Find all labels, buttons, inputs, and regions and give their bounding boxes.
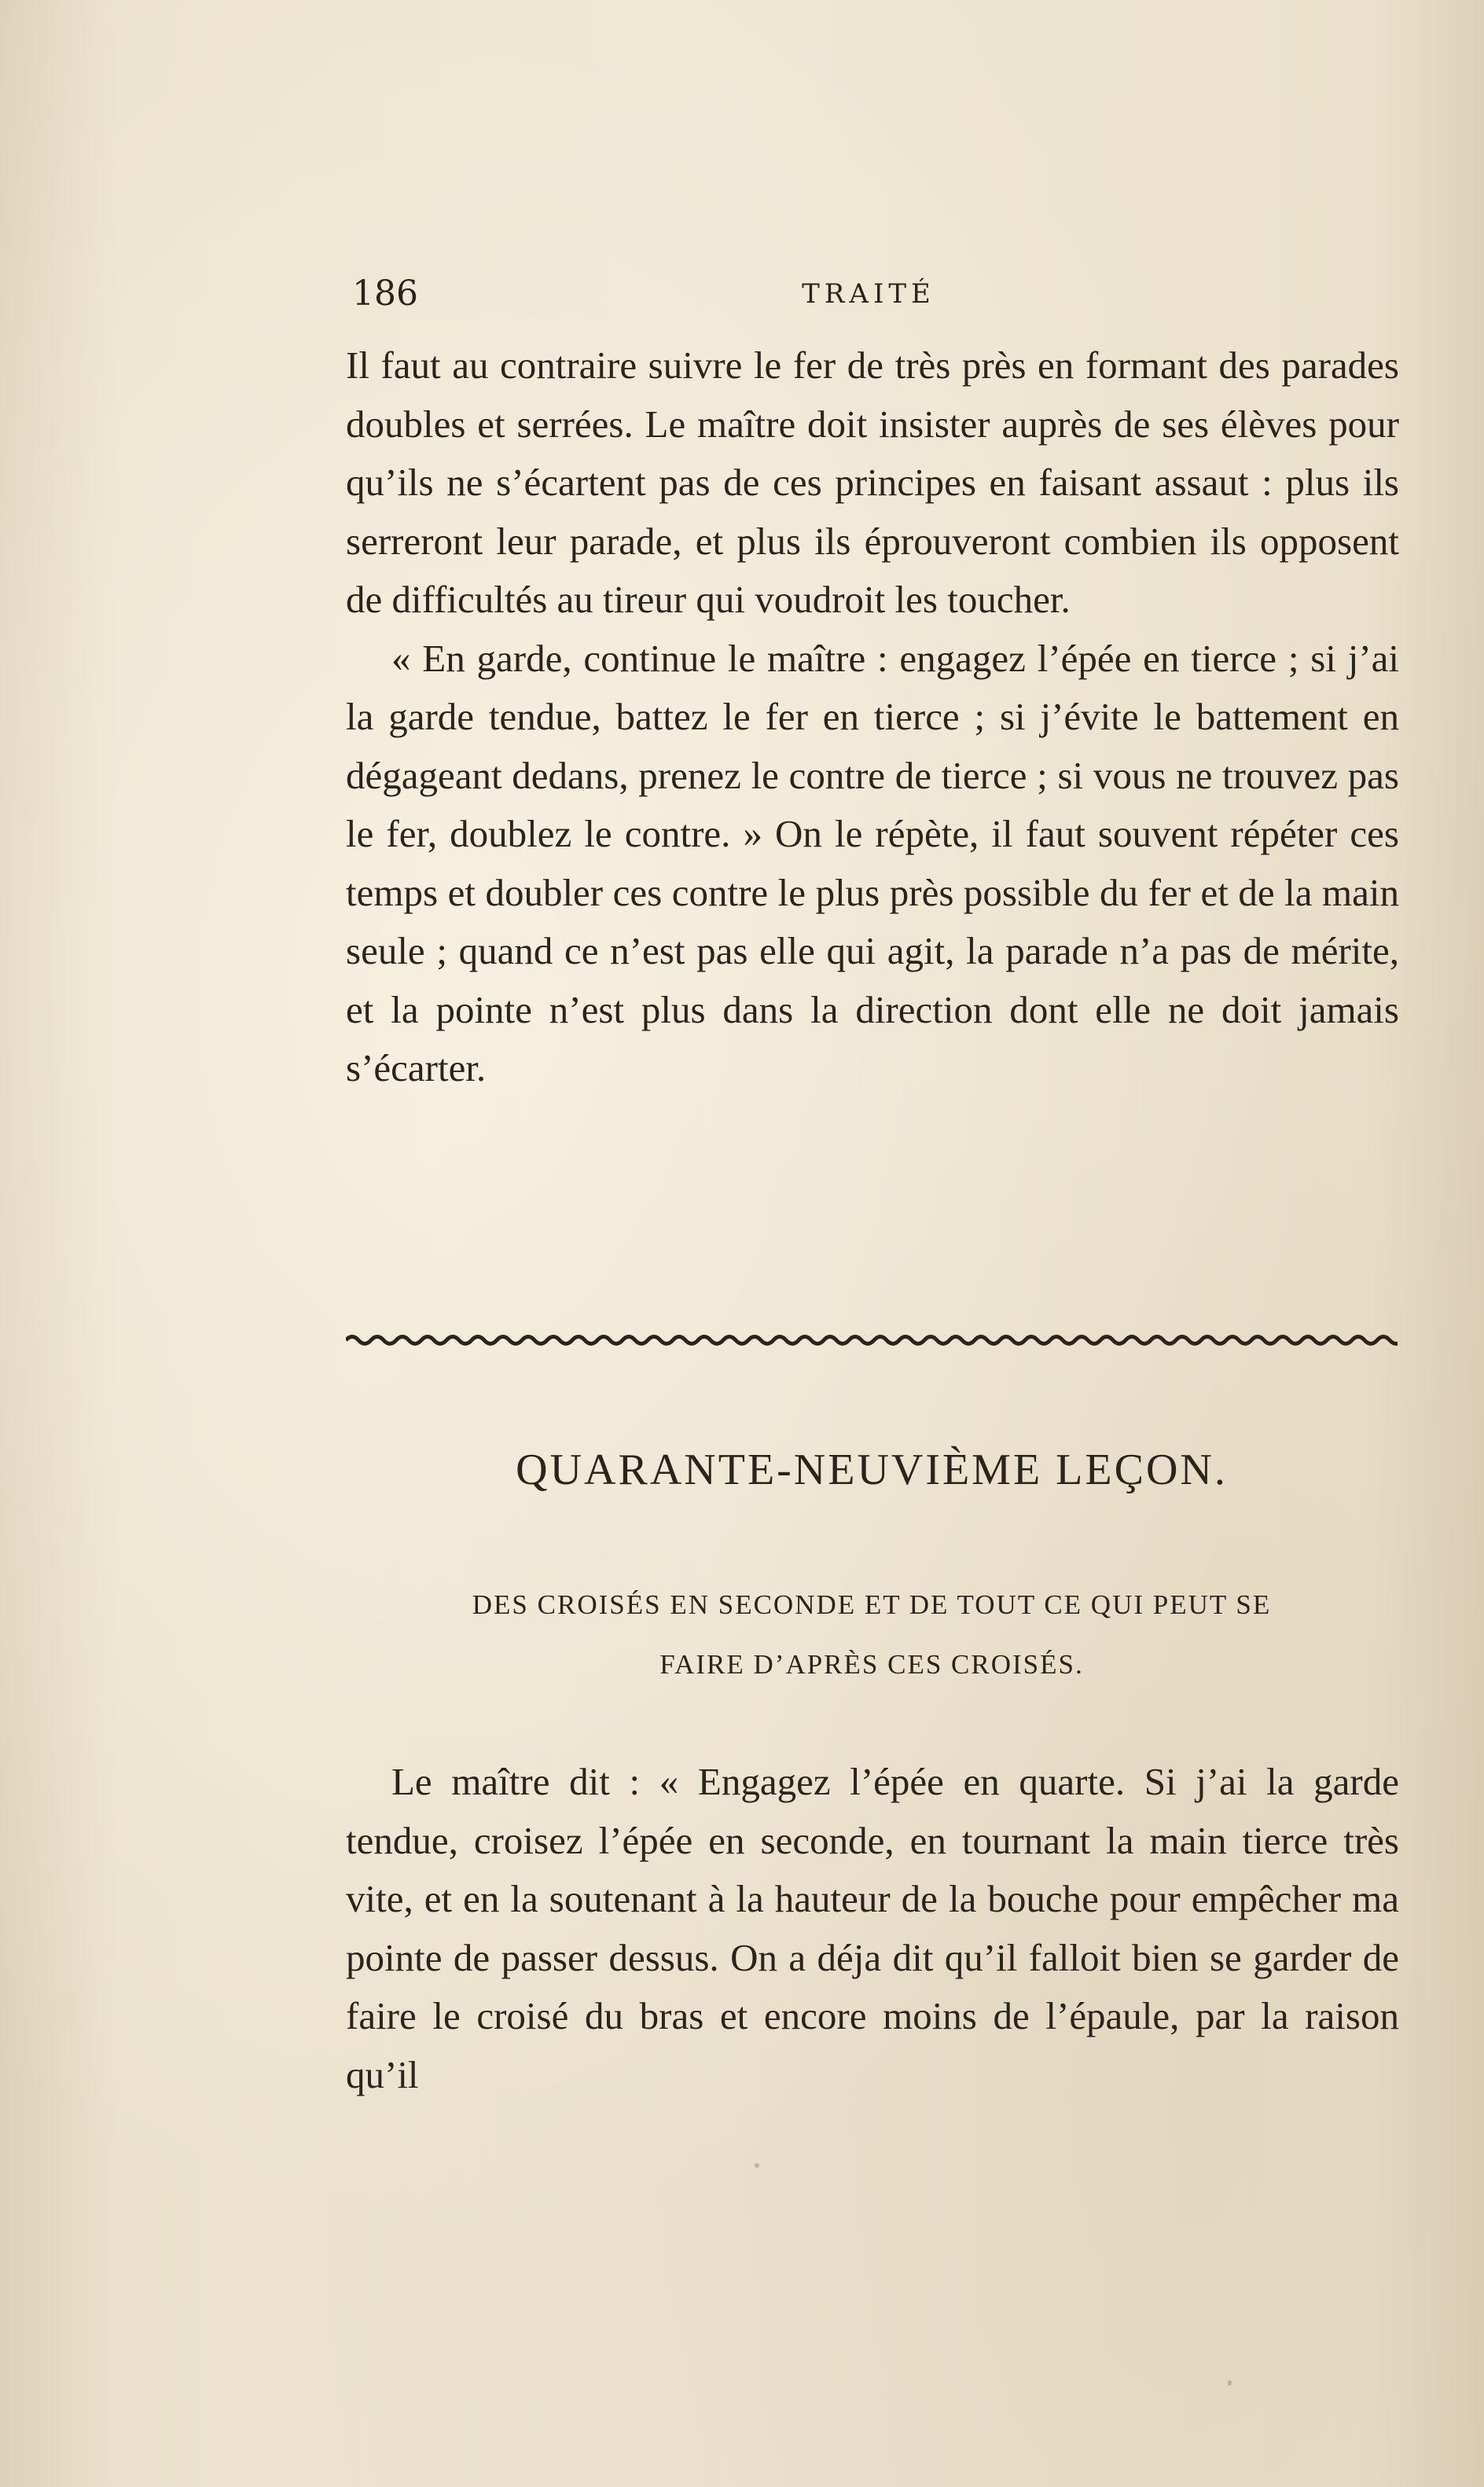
paragraph: Le maître dit : « Engagez l’épée en quarte. Si j’ai la garde tendue, croisez l’épée en seconde, en tournant la main tierce très vite, et en la soutenant à la hauteur de la bouche pour empêcher ma pointe de passer dessus. On a déja dit qu’il falloit bien se garder de faire le croisé du bras et encore moins de l’épaule, par la raison qu’il	[346, 1760, 1399, 2096]
paper-spot	[1228, 2380, 1232, 2386]
lesson-subtitle-line: FAIRE D’APRÈS CES CROISÉS.	[659, 1649, 1084, 1680]
page-number: 186	[352, 274, 418, 314]
lesson-title: QUARANTE-NEUVIÈME LEÇON.	[516, 1446, 1228, 1494]
paragraph: Il faut au contraire suivre le fer de très près en formant des parades doubles et serrées. Le maître doit insister auprès de ses élèves pour qu’ils ne s’écartent pas de ces principes en faisant assaut : plus ils serreront leur parade, et plus ils éprouveront combien ils opposent de difficultés au tireur qui voudroit les toucher.	[346, 343, 1399, 621]
paragraph: « En garde, continue le maître : engagez l’épée en tierce ; si j’ai la garde tendue, battez le fer en tierce ; si j’évite le battement en dégageant dedans, prenez le contre de tierce ; si vous ne trouvez pas le fer, doublez le contre. » On le répète, il faut souvent répéter ces temps et doubler ces contre le plus près possible du fer et de la main seule ; quand ce n’est pas elle qui agit, la parade n’a pas de mérite, et la pointe n’est plus dans la direction dont elle ne doit jamais s’écarter.	[346, 636, 1399, 1089]
lesson-subtitle	[346, 1575, 1398, 1695]
paper-spot	[755, 2163, 759, 2168]
ornamental-divider	[346, 1332, 1398, 1349]
body-text-bottom	[346, 1753, 1399, 2104]
running-title: TRAITÉ	[802, 278, 935, 310]
body-text-top	[346, 336, 1399, 1098]
running-head	[346, 274, 1391, 321]
paper-spot	[1380, 786, 1383, 789]
lesson-subtitle-line: DES CROISÉS EN SECONDE ET DE TOUT CE QUI PEUT SE	[472, 1589, 1272, 1620]
